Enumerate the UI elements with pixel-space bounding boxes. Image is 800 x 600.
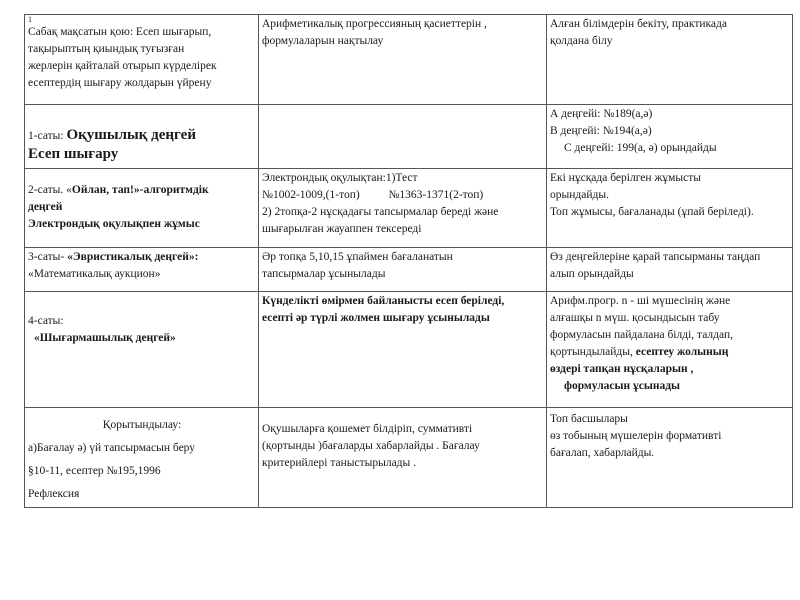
teacher-cell — [259, 248, 547, 292]
student-cell — [547, 169, 793, 248]
teacher-text: есепті әр түрлі жолмен шығару ұсынылады — [262, 312, 490, 324]
teacher-text: шығарылған жауаппен тексереді — [262, 223, 422, 235]
teacher-text: Оқушыларға қошемет білдіріп, суммативті — [262, 423, 473, 435]
stage-title: Ойлан, тап!»-алгоритмдік — [71, 184, 209, 196]
teacher-text: Әр топқа 5,10,15 ұпаймен бағаланатын — [262, 251, 453, 263]
lesson-plan-table — [24, 14, 793, 508]
teacher-text: 2) 2топқа-2 нұсқадағы тапсырмалар береді және — [262, 206, 499, 218]
student-text: Өз деңгейлеріне қарай тапсырманы таңдап — [550, 251, 761, 263]
stage-subtitle: «Математикалық аукцион» — [28, 268, 161, 280]
student-text: есептеу жолының — [635, 346, 729, 358]
teacher-cell — [259, 15, 547, 105]
stage-subtitle: Есеп шығару — [28, 146, 119, 162]
stage-prefix: 1-саты: — [28, 130, 67, 142]
teacher-text: тапсырмалар ұсынылады — [262, 268, 386, 280]
student-text: қортындылайды, — [550, 346, 633, 358]
student-cell — [547, 408, 793, 508]
student-text: қолдана білу — [550, 35, 613, 47]
table-row — [25, 169, 793, 248]
table-row — [25, 105, 793, 169]
stage-text: а)Бағалау ә) үй тапсырмасын беру — [28, 442, 196, 454]
teacher-text: формулаларын нақтылау — [262, 35, 384, 47]
teacher-text: №1002-1009,(1-топ) №1363-1371(2-топ) — [262, 189, 484, 201]
spacer — [262, 409, 544, 421]
student-cell — [547, 105, 793, 169]
stage-text: §10-11, есептер №195,1996 — [28, 465, 161, 477]
spacer — [28, 106, 256, 126]
goal-text: Сабақ мақсатын қою: Есеп шығарып, — [28, 26, 212, 38]
stage-title: «Эвристикалық деңгей»: — [67, 251, 199, 263]
teacher-text: критерийлері таныстырылады . — [262, 457, 416, 469]
student-text: өз тобының мүшелерін формативті — [550, 430, 722, 442]
spacer — [28, 293, 256, 313]
table-row — [25, 15, 793, 105]
student-text: формуласын ұсынады — [564, 380, 681, 392]
stage-title: деңгей — [28, 201, 63, 213]
student-text: бағалап, хабарлайды. — [550, 447, 655, 459]
spacer — [28, 170, 256, 182]
stage-title: Қорытындылау: — [102, 419, 182, 431]
stage-prefix: 3-саты- — [28, 251, 68, 263]
stage-cell — [25, 408, 259, 508]
student-text: орындайды. — [550, 189, 609, 201]
stage-cell — [25, 292, 259, 408]
student-text: Арифм.прогр. n - ші мүшесінің және — [550, 295, 731, 307]
goal-text: есептердің шығару жолдарын үйрену — [28, 77, 212, 89]
row-marker: 1 — [28, 15, 32, 24]
teacher-cell — [259, 169, 547, 248]
student-text: С деңгейі: 199(а, ә) орындайды — [564, 142, 717, 154]
stage-cell — [25, 15, 259, 105]
teacher-text: Күнделікті өмірмен байланысты есеп беріледі, — [262, 295, 505, 307]
student-text: алғашқы n мүш. қосындысын табу — [550, 312, 720, 324]
goal-text: жерлерін қайталай отырып күрделірек — [28, 60, 217, 72]
student-cell — [547, 248, 793, 292]
stage-prefix: 2-саты. « — [28, 184, 72, 196]
student-text: Топ басшылары — [550, 413, 628, 425]
student-text: В деңгейі: №194(а,ә) — [550, 125, 652, 137]
student-text: Алған білімдерін бекіту, практикада — [550, 18, 727, 30]
stage-prefix: 4-саты: — [28, 315, 64, 327]
stage-title: «Шығармашылық деңгей» — [34, 332, 176, 344]
teacher-text: Электрондық оқулықтан:1)Тест — [262, 172, 418, 184]
teacher-cell — [259, 292, 547, 408]
teacher-text: (қортынды )бағаларды хабарлайды . Бағалау — [262, 440, 480, 452]
stage-cell — [25, 248, 259, 292]
stage-cell — [25, 105, 259, 169]
spacer — [28, 409, 256, 417]
stage-title: Оқушылық деңгей — [66, 127, 196, 143]
teacher-cell — [259, 105, 547, 169]
student-text: А деңгейі: №189(а,ә) — [550, 108, 653, 120]
table-row — [25, 408, 793, 508]
student-text: Топ жұмысы, бағаланады (ұпай беріледі). — [550, 206, 754, 218]
table-row — [25, 248, 793, 292]
goal-text: тақырыптың қиындық туғызған — [28, 43, 185, 55]
student-cell — [547, 15, 793, 105]
student-text: формуласын пайдалана білді, талдап, — [550, 329, 733, 341]
stage-text: Рефлексия — [28, 488, 80, 500]
teacher-cell — [259, 408, 547, 508]
teacher-text: Арифметикалық прогрессияның қасиеттерін , — [262, 18, 487, 30]
student-text: өздері тапқан нұсқаларын , — [550, 363, 694, 375]
student-text: Екі нұсқада берілген жұмысты — [550, 172, 701, 184]
stage-cell — [25, 169, 259, 248]
student-text: алып орындайды — [550, 268, 634, 280]
student-cell — [547, 292, 793, 408]
stage-subtitle: Электрондық оқулықпен жұмыс — [28, 218, 200, 230]
table-row — [25, 292, 793, 408]
